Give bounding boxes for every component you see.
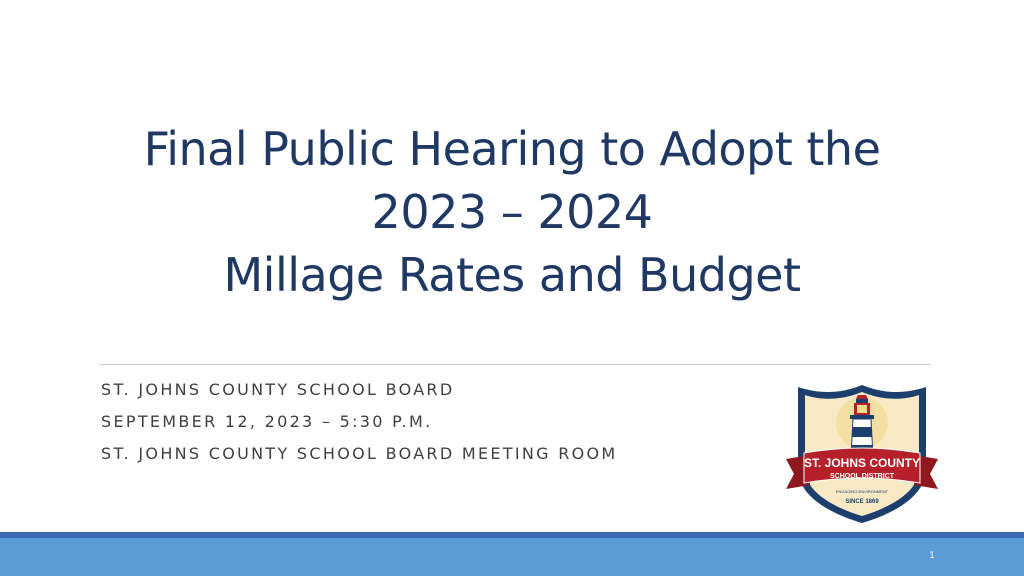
slide-title — [60, 118, 964, 307]
slide-subtitle — [101, 374, 741, 470]
logo-name-line2: SCHOOL DISTRICT — [829, 473, 895, 480]
logo-name-line1: ST. JOHNS COUNTY — [803, 456, 921, 470]
logo-tagline: ENGAGING ENVIRONMENT — [835, 489, 889, 494]
subtitle-date-time: SEPTEMBER 12, 2023 – 5:30 P.M. — [101, 412, 433, 431]
title-line-1: Final Public Hearing to Adopt the — [143, 122, 881, 176]
school-district-logo — [786, 383, 938, 525]
title-line-3: Millage Rates and Budget — [223, 248, 801, 302]
title-divider — [100, 364, 931, 365]
subtitle-location: ST. JOHNS COUNTY SCHOOL BOARD MEETING ROOM — [101, 444, 618, 463]
title-line-2: 2023 – 2024 — [371, 185, 653, 239]
logo-since: SINCE 1869 — [845, 499, 879, 505]
footer-bar — [0, 538, 1024, 576]
page-number: 1 — [929, 551, 935, 561]
subtitle-organization: ST. JOHNS COUNTY SCHOOL BOARD — [101, 380, 455, 399]
